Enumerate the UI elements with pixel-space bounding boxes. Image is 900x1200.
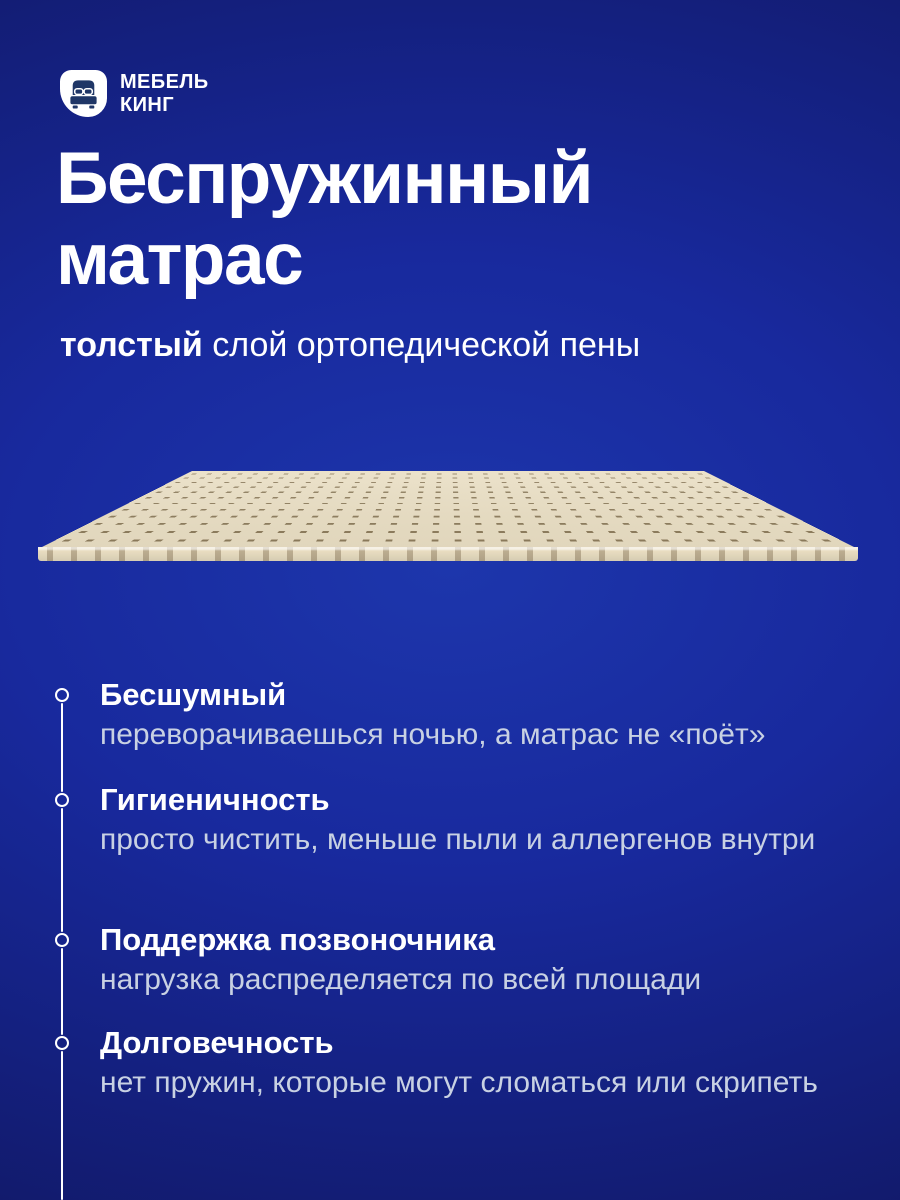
timeline-dot [55,1036,69,1050]
page-title-line1: Беспружинный [56,138,592,219]
feature-description: переворачиваешься ночью, а матрас не «поёт» [100,718,766,751]
brand-name-line1: МЕБЕЛЬ [120,70,209,93]
timeline-segment [61,703,64,792]
feature-title: Долговечность [100,1025,334,1060]
feature-title: Поддержка позвоночника [100,922,495,957]
feature-title: Гигиеничность [100,782,330,817]
brand-name [120,71,209,117]
page-title-line2: матрас [56,219,303,300]
feature-item [100,783,824,859]
mattress-image [38,469,858,561]
feature-description: нет пружин, которые могут сломаться или скрипеть [100,1066,818,1099]
page-title [56,138,592,300]
feature-item [100,923,824,999]
timeline-segment [61,948,64,1035]
page-subtitle [60,324,640,366]
feature-item [100,1026,824,1102]
timeline-segment [61,1051,64,1200]
subtitle-bold: толстый [60,326,203,364]
timeline-dot [55,793,69,807]
bed-icon [60,70,107,117]
feature-description: нагрузка распределяется по всей площади [100,963,702,996]
brand-name-line2: КИНГ [120,93,174,116]
feature-title: Бесшумный [100,677,287,712]
timeline-segment [61,808,64,932]
feature-description: просто чистить, меньше пыли и аллергенов внутри [100,823,816,856]
feature-item [100,678,824,754]
mattress-front-edge [38,547,858,561]
brand-logo [60,70,209,117]
subtitle-rest: слой ортопедической пены [212,326,641,364]
mattress-top-surface [38,471,858,549]
timeline-dot [55,688,69,702]
timeline-dot [55,933,69,947]
